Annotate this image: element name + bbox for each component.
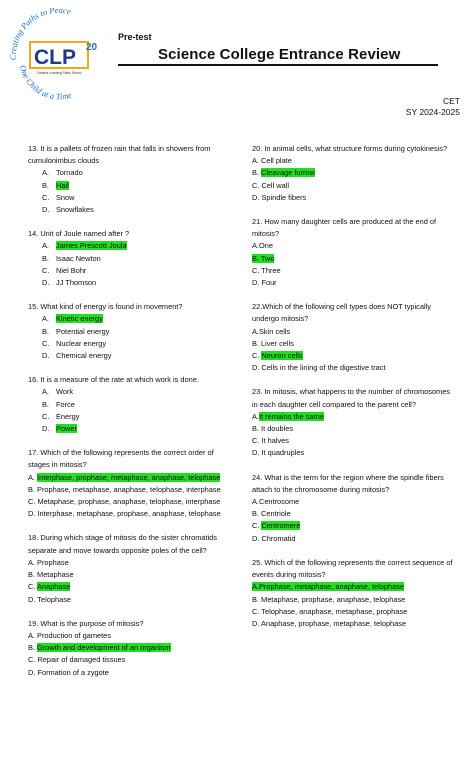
question-item [28, 447, 233, 520]
option-text: A. [252, 411, 259, 421]
exam-code: CET [443, 96, 460, 106]
option-text: Force [56, 399, 75, 409]
option-letter: C. [42, 338, 50, 348]
option-letter: B. [42, 180, 49, 190]
option-text: B. Centriole [252, 509, 291, 519]
option-text: D. Telophase [28, 594, 72, 604]
option-text: Tornado [56, 168, 83, 178]
option-text: D. It quadruples [252, 448, 305, 458]
option-text: C. Telophase, anaphase, metaphase, prophase [252, 606, 408, 616]
option-text: B. It doubles [252, 424, 294, 434]
option-text: D. Anaphase, prophase, metaphase, telophase [252, 618, 407, 628]
highlighted-answer: Interphase, prophase, metaphase, anaphase, telophase [37, 472, 221, 482]
answer-option [28, 411, 233, 423]
answer-option [28, 569, 233, 581]
option-text: D. Formation of a zygote [28, 667, 109, 677]
option-text: B. [28, 643, 38, 653]
answer-option [252, 362, 457, 374]
question-item [252, 143, 457, 204]
option-text: C. Three [252, 265, 281, 275]
logo-letters: CLP [34, 46, 76, 69]
option-text: A.One [252, 241, 273, 251]
option-text: B. Metaphase [28, 570, 74, 580]
question-item [252, 216, 457, 289]
option-text: D. Cells in the lining of the digestive tract [252, 363, 386, 373]
option-text: Energy [56, 411, 80, 421]
question-text: 19. What is the purpose of mitosis? [28, 618, 144, 628]
highlighted-answer: It remains the same [258, 411, 324, 421]
answer-option [28, 204, 233, 216]
logo-arc-bottom: One Child at a Time [17, 64, 73, 100]
svg-text:One Child at a Time [18, 64, 73, 100]
answer-option [28, 265, 233, 277]
question-text: 23. In mitosis, what happens to the number of chromosomes in each daughter cell compared to the parent cell? [252, 387, 451, 409]
school-logo [6, 8, 112, 100]
option-text: D. Four [252, 278, 277, 288]
question-item [252, 386, 457, 459]
answer-option [28, 630, 233, 642]
answer-option [252, 265, 457, 277]
option-text: C. [252, 351, 262, 361]
option-letter: C. [42, 192, 50, 202]
answer-option [28, 667, 233, 679]
option-letter: B. [42, 399, 49, 409]
answer-option [28, 484, 233, 496]
option-letter: C. [42, 411, 50, 421]
question-item [28, 143, 233, 216]
logo-arc-top: Creating Paths to Peace [7, 8, 73, 61]
question-item [252, 472, 457, 545]
question-text: 18. During which stage of mitosis do the sister chromatids separate and move towards opposite poles of the cell? [28, 533, 217, 555]
answer-option [28, 167, 233, 179]
option-text: C. Repair of damaged tissues [28, 655, 126, 665]
question-text: 21. How many daughter cells are produced at the end of mitosis? [252, 217, 437, 239]
page-title: Science College Entrance Review [158, 46, 401, 63]
question-text: 16. It is a measure of the rate at which work is done. [28, 375, 199, 385]
answer-option [28, 654, 233, 666]
option-text: Chemical energy [56, 351, 112, 361]
left-question-column [28, 143, 233, 691]
answer-option [252, 606, 457, 618]
highlighted-answer: Centromere [261, 521, 301, 531]
option-text: B. Metaphase, prophase, anaphase, telophase [252, 594, 406, 604]
option-text: A. Cell plate [252, 156, 292, 166]
answer-option [252, 508, 457, 520]
question-text: 24. What is the term for the region where the spindle fibers attach to the chromosome during mitosis? [252, 472, 444, 494]
highlighted-answer: B. Two [252, 253, 275, 263]
option-letter: D. [42, 278, 50, 288]
answer-option [28, 338, 233, 350]
option-letter: C. [42, 265, 50, 275]
option-text: Work [56, 387, 74, 397]
highlighted-answer: Power [56, 424, 77, 434]
answer-option [252, 240, 457, 252]
answer-option [252, 618, 457, 630]
answer-option [252, 338, 457, 350]
highlighted-answer: Growth and development of an organism [37, 643, 171, 653]
answer-option [252, 411, 457, 423]
logo-school-name: Creative Learning Paths School [36, 71, 82, 75]
answer-option [28, 508, 233, 520]
answer-option [252, 277, 457, 289]
question-item [28, 618, 233, 679]
answer-option [28, 496, 233, 508]
option-text: C. [252, 521, 262, 531]
option-text: B. Prophase, metaphase, anaphase, telophase, interphase [28, 484, 221, 494]
option-text: Snowflakes [56, 205, 94, 215]
answer-option [252, 350, 457, 362]
answer-option [28, 253, 233, 265]
answer-option [28, 472, 233, 484]
option-text: C. Cell wall [252, 180, 289, 190]
title-underline [118, 64, 438, 66]
answer-option [28, 192, 233, 204]
option-text: D. Chromatid [252, 533, 296, 543]
option-text: Snow [56, 192, 75, 202]
option-letter: D. [42, 351, 50, 361]
option-text: A. Production of gametes [28, 630, 111, 640]
answer-option [28, 399, 233, 411]
question-item [28, 301, 233, 362]
highlighted-answer: A.Prophase, metaphase, anaphase, telophase [252, 582, 405, 592]
logo-number: 20 [86, 42, 98, 53]
question-text: 15. What kind of energy is found in movement? [28, 302, 183, 312]
option-text: Potential energy [56, 326, 110, 336]
option-letter: D. [42, 205, 50, 215]
answer-option [28, 240, 233, 252]
answer-option [252, 520, 457, 532]
highlighted-answer: James Prescott Joula [56, 241, 127, 251]
answer-option [252, 533, 457, 545]
answer-option [28, 423, 233, 435]
option-letter: A. [42, 241, 49, 251]
option-text: A. Prophase [28, 557, 69, 567]
question-item [252, 557, 457, 630]
answer-option [252, 423, 457, 435]
answer-option [252, 192, 457, 204]
answer-option [28, 642, 233, 654]
option-text: A.Skin cells [252, 326, 291, 336]
option-text: Nuclear energy [56, 338, 107, 348]
option-letter: A. [42, 314, 49, 324]
option-text: C. It halves [252, 436, 289, 446]
question-text: 17. Which of the following represents the correct order of stages in mitosis? [28, 448, 214, 470]
option-text: JJ Thomson [56, 278, 97, 288]
answer-option [252, 180, 457, 192]
option-text: Niel Bohr [56, 265, 87, 275]
answer-option [252, 435, 457, 447]
highlighted-answer: Kinetic energy [56, 314, 103, 324]
question-text: 13. It is a pallets of frozen rain that falls in showers from cumulonimbus clouds [28, 144, 211, 166]
highlighted-answer: Anaphase [37, 582, 71, 592]
option-letter: D. [42, 424, 50, 434]
question-item [28, 374, 233, 435]
answer-option [28, 326, 233, 338]
highlighted-answer: Hail [56, 180, 69, 190]
answer-option [252, 326, 457, 338]
option-text: D. Spindle fibers [252, 192, 307, 202]
answer-option [252, 167, 457, 179]
option-letter: A. [42, 387, 49, 397]
option-letter: B. [42, 326, 49, 336]
option-text: A. [28, 472, 38, 482]
option-text: C. Metaphase, prophase, anaphase, telophase, interphase [28, 497, 221, 507]
question-text: 25. Which of the following represents the correct sequence of events during mitosis? [252, 557, 453, 580]
option-text: C. [28, 582, 38, 592]
answer-option [252, 496, 457, 508]
answer-option [28, 594, 233, 606]
option-text: D. Interphase, metaphase, prophase, anaphase, telophase [28, 509, 221, 519]
answer-option [28, 350, 233, 362]
option-text: B. Liver cells [252, 338, 294, 348]
school-year: SY 2024-2025 [405, 107, 460, 117]
highlighted-answer: Cleavage furrow [261, 168, 315, 178]
right-question-column [252, 143, 457, 642]
question-item [28, 228, 233, 289]
question-text: 20. In animal cells, what structure forms during cytokinesis? [252, 144, 448, 153]
answer-option [28, 557, 233, 569]
answer-option [28, 581, 233, 593]
answer-option [252, 447, 457, 459]
answer-option [252, 155, 457, 167]
option-text: B. [252, 168, 262, 178]
question-text: 14. Unit of Joule named after ? [28, 229, 130, 239]
highlighted-answer: Neuron cells [261, 351, 303, 361]
question-text: 22.Which of the following cell types does NOT typically undergo mitosis? [252, 302, 431, 324]
question-item [252, 301, 457, 374]
answer-option [252, 581, 457, 593]
answer-option [252, 253, 457, 265]
pretest-label: Pre-test [118, 32, 152, 42]
option-text: A.Centrosome [252, 497, 300, 507]
answer-option [28, 386, 233, 398]
option-letter: A. [42, 168, 49, 178]
question-item [28, 532, 233, 605]
answer-option [252, 594, 457, 606]
option-letter: B. [42, 253, 49, 263]
exam-code-block [406, 96, 460, 118]
answer-option [28, 277, 233, 289]
answer-option [28, 313, 233, 325]
option-text: Isaac Newton [56, 253, 101, 263]
answer-option [28, 180, 233, 192]
